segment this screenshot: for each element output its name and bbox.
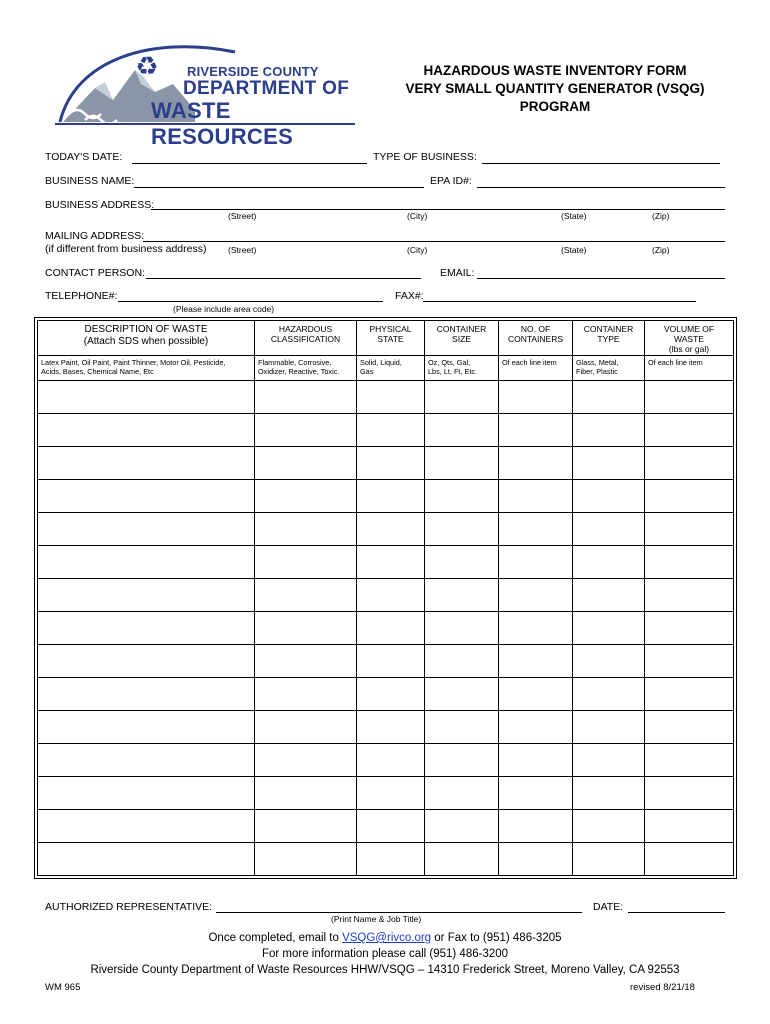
cell-no-of-containers[interactable] — [499, 612, 573, 645]
cell-container-type[interactable] — [573, 711, 645, 744]
header-container-type: CONTAINER TYPE — [573, 321, 645, 356]
cell-classification[interactable] — [255, 678, 357, 711]
cell-classification[interactable] — [255, 579, 357, 612]
hint-container-size: Oz, Qts, Gal, Lbs, Lt, Ft, Etc. — [425, 356, 499, 381]
cell-description[interactable] — [38, 645, 255, 678]
recycle-icon: ♻ — [135, 51, 159, 81]
zip-hint: (Zip) — [652, 211, 670, 221]
vsqg-email-link[interactable]: VSQG@rivco.org — [342, 932, 432, 944]
signature-date-field[interactable] — [628, 912, 725, 913]
cell-container-type[interactable] — [573, 447, 645, 480]
cell-description[interactable] — [38, 414, 255, 447]
cell-no-of-containers[interactable] — [499, 414, 573, 447]
hint-volume: Of each line item — [645, 356, 734, 381]
cell-volume[interactable] — [645, 546, 734, 579]
cell-no-of-containers[interactable] — [499, 579, 573, 612]
cell-classification[interactable] — [255, 381, 357, 414]
cell-classification[interactable] — [255, 843, 357, 876]
hint-container-type: Glass, Metal, Fiber, Plastic — [573, 356, 645, 381]
cell-volume[interactable] — [645, 480, 734, 513]
cell-no-of-containers[interactable] — [499, 744, 573, 777]
table-row — [38, 579, 734, 612]
cell-no-of-containers[interactable] — [499, 645, 573, 678]
cell-volume[interactable] — [645, 447, 734, 480]
state-hint: (State) — [561, 211, 587, 221]
cell-description[interactable] — [38, 546, 255, 579]
cell-container-size[interactable] — [425, 579, 499, 612]
fax-field[interactable] — [423, 301, 696, 302]
type-of-business-label: TYPE OF BUSINESS: — [373, 151, 477, 163]
cell-description[interactable] — [38, 711, 255, 744]
cell-container-size[interactable] — [425, 843, 499, 876]
cell-volume[interactable] — [645, 711, 734, 744]
epa-id-label: EPA ID#: — [430, 175, 472, 187]
city-hint: (City) — [407, 211, 428, 221]
cell-description[interactable] — [38, 612, 255, 645]
footer-line-3: Riverside County Department of Waste Resources HHW/VSQG – 14310 Frederick Street, Moreno Valley, CA 92553 — [90, 964, 680, 976]
cell-no-of-containers[interactable] — [499, 678, 573, 711]
print-name-hint: (Print Name & Job Title) — [331, 914, 422, 924]
cell-container-size[interactable] — [425, 480, 499, 513]
footer-line-1: Once completed, email to VSQG@rivco.org or Fax to (951) 486-3205 — [208, 932, 562, 944]
cell-container-size[interactable] — [425, 414, 499, 447]
table-row — [38, 678, 734, 711]
cell-physical-state[interactable] — [357, 381, 425, 414]
cell-physical-state[interactable] — [357, 843, 425, 876]
cell-no-of-containers[interactable] — [499, 381, 573, 414]
cell-classification[interactable] — [255, 777, 357, 810]
mailing-state-hint: (State) — [561, 245, 587, 255]
cell-physical-state[interactable] — [357, 546, 425, 579]
cell-volume[interactable] — [645, 645, 734, 678]
business-address-label: BUSINESS ADDRESS: — [45, 199, 155, 211]
header-volume-of-waste: VOLUME OF WASTE (lbs or gal) — [645, 321, 734, 356]
table-header-row — [38, 321, 734, 356]
cell-description[interactable] — [38, 447, 255, 480]
cell-volume[interactable] — [645, 777, 734, 810]
cell-description[interactable] — [38, 744, 255, 777]
table-row — [38, 843, 734, 876]
cell-volume[interactable] — [645, 381, 734, 414]
business-name-label: BUSINESS NAME: — [45, 175, 135, 187]
cell-classification[interactable] — [255, 513, 357, 546]
cell-container-type[interactable] — [573, 843, 645, 876]
cell-physical-state[interactable] — [357, 447, 425, 480]
cell-container-type[interactable] — [573, 513, 645, 546]
cell-no-of-containers[interactable] — [499, 810, 573, 843]
cell-no-of-containers[interactable] — [499, 843, 573, 876]
cell-physical-state[interactable] — [357, 513, 425, 546]
cell-volume[interactable] — [645, 513, 734, 546]
mailing-address-note: (if different from business address) — [45, 243, 207, 255]
mailing-address-label: MAILING ADDRESS: — [45, 230, 145, 242]
header-hazardous-classification: HAZARDOUS CLASSIFICATION — [255, 321, 357, 356]
table-row — [38, 447, 734, 480]
hint-description: Latex Paint, Oil Paint, Paint Thinner, Motor Oil, Pesticide, Acids, Bases, Chemical Name, Etc — [38, 356, 255, 381]
cell-classification[interactable] — [255, 546, 357, 579]
logo-line-1: RIVERSIDE COUNTY — [187, 64, 319, 79]
hint-no-of-containers: Of each line item — [499, 356, 573, 381]
cell-container-size[interactable] — [425, 612, 499, 645]
cell-container-type[interactable] — [573, 810, 645, 843]
table-row — [38, 513, 734, 546]
cell-description[interactable] — [38, 777, 255, 810]
cell-no-of-containers[interactable] — [499, 777, 573, 810]
cell-description[interactable] — [38, 381, 255, 414]
cell-container-type[interactable] — [573, 546, 645, 579]
table-row — [38, 711, 734, 744]
cell-physical-state[interactable] — [357, 810, 425, 843]
epa-id-field[interactable] — [477, 187, 725, 188]
department-logo — [55, 40, 370, 149]
cell-container-type[interactable] — [573, 678, 645, 711]
cell-physical-state[interactable] — [357, 777, 425, 810]
cell-no-of-containers[interactable] — [499, 711, 573, 744]
cell-physical-state[interactable] — [357, 678, 425, 711]
logo-line-2: DEPARTMENT OF — [183, 78, 350, 99]
cell-container-size[interactable] — [425, 447, 499, 480]
revised-date: revised 8/21/18 — [630, 982, 695, 993]
cell-volume[interactable] — [645, 843, 734, 876]
contact-person-field[interactable] — [146, 278, 421, 279]
cell-container-size[interactable] — [425, 711, 499, 744]
cell-container-type[interactable] — [573, 612, 645, 645]
table-hint-row — [38, 356, 734, 381]
cell-volume[interactable] — [645, 612, 734, 645]
cell-no-of-containers[interactable] — [499, 447, 573, 480]
cell-container-size[interactable] — [425, 513, 499, 546]
table-row — [38, 777, 734, 810]
cell-physical-state[interactable] — [357, 414, 425, 447]
cell-no-of-containers[interactable] — [499, 513, 573, 546]
header-physical-state: PHYSICAL STATE — [357, 321, 425, 356]
cell-physical-state[interactable] — [357, 612, 425, 645]
header-container-size: CONTAINER SIZE — [425, 321, 499, 356]
title-line-2: VERY SMALL QUANTITY GENERATOR (VSQG) — [405, 81, 705, 96]
mailing-city-hint: (City) — [407, 245, 428, 255]
cell-physical-state[interactable] — [357, 744, 425, 777]
header-no-of-containers: NO. OF CONTAINERS — [499, 321, 573, 356]
fax-label: FAX#: — [395, 290, 424, 302]
cell-description[interactable] — [38, 480, 255, 513]
cell-container-size[interactable] — [425, 645, 499, 678]
cell-classification[interactable] — [255, 480, 357, 513]
area-code-hint: (Please include area code) — [173, 304, 275, 314]
cell-container-type[interactable] — [573, 480, 645, 513]
type-of-business-field[interactable] — [482, 163, 720, 164]
mailing-address-field[interactable] — [143, 241, 725, 242]
cell-classification[interactable] — [255, 612, 357, 645]
table-row — [38, 612, 734, 645]
cell-container-size[interactable] — [425, 381, 499, 414]
cell-container-size[interactable] — [425, 777, 499, 810]
cell-physical-state[interactable] — [357, 711, 425, 744]
cell-classification[interactable] — [255, 744, 357, 777]
mailing-street-hint: (Street) — [228, 245, 257, 255]
mailing-zip-hint: (Zip) — [652, 245, 670, 255]
footer-line-2: For more information please call (951) 486-3200 — [261, 948, 509, 960]
form-id: WM 965 — [45, 982, 81, 993]
table-row — [38, 546, 734, 579]
cell-classification[interactable] — [255, 711, 357, 744]
cell-no-of-containers[interactable] — [499, 546, 573, 579]
cell-container-type[interactable] — [573, 744, 645, 777]
hint-physical-state: Solid, Liquid, Gas — [357, 356, 425, 381]
table-row — [38, 480, 734, 513]
cell-classification[interactable] — [255, 414, 357, 447]
form-title — [380, 62, 730, 116]
cell-container-type[interactable] — [573, 414, 645, 447]
cell-volume[interactable] — [645, 414, 734, 447]
cell-physical-state[interactable] — [357, 645, 425, 678]
authorized-rep-label: AUTHORIZED REPRESENTATIVE: — [45, 901, 213, 913]
email-label: EMAIL: — [440, 267, 475, 279]
cell-description[interactable] — [38, 678, 255, 711]
inventory-table — [37, 320, 734, 876]
cell-container-size[interactable] — [425, 744, 499, 777]
cell-container-type[interactable] — [573, 777, 645, 810]
hint-classification: Flammable, Corrosive, Oxidizer, Reactive, Toxic. — [255, 356, 357, 381]
street-hint: (Street) — [228, 211, 257, 221]
cell-container-type[interactable] — [573, 381, 645, 414]
table-row — [38, 645, 734, 678]
cell-container-type[interactable] — [573, 579, 645, 612]
table-row — [38, 414, 734, 447]
cell-classification[interactable] — [255, 645, 357, 678]
cell-description[interactable] — [38, 579, 255, 612]
logo-line-3: WASTE RESOURCES — [151, 98, 294, 149]
email-field[interactable] — [477, 278, 725, 279]
business-address-field[interactable] — [151, 209, 725, 210]
telephone-label: TELEPHONE#: — [45, 290, 118, 302]
table-row — [38, 744, 734, 777]
todays-date-field[interactable] — [132, 163, 367, 164]
footer — [0, 930, 770, 978]
authorized-rep-field[interactable] — [216, 912, 582, 913]
cell-container-size[interactable] — [425, 546, 499, 579]
cell-description[interactable] — [38, 810, 255, 843]
business-name-field[interactable] — [134, 187, 424, 188]
todays-date-label: TODAY'S DATE: — [45, 151, 123, 163]
title-line-3: PROGRAM — [519, 99, 591, 114]
cell-classification[interactable] — [255, 447, 357, 480]
table-row — [38, 381, 734, 414]
cell-container-size[interactable] — [425, 810, 499, 843]
cell-volume[interactable] — [645, 744, 734, 777]
cell-container-size[interactable] — [425, 678, 499, 711]
cell-physical-state[interactable] — [357, 480, 425, 513]
title-line-1: HAZARDOUS WASTE INVENTORY FORM — [423, 63, 687, 78]
cell-container-type[interactable] — [573, 645, 645, 678]
cell-volume[interactable] — [645, 579, 734, 612]
cell-no-of-containers[interactable] — [499, 480, 573, 513]
cell-physical-state[interactable] — [357, 579, 425, 612]
cell-classification[interactable] — [255, 810, 357, 843]
table-row — [38, 810, 734, 843]
cell-description[interactable] — [38, 513, 255, 546]
cell-volume[interactable] — [645, 810, 734, 843]
header-description: DESCRIPTION OF WASTE (Attach SDS when possible) — [38, 321, 255, 356]
telephone-field[interactable] — [118, 301, 383, 302]
cell-description[interactable] — [38, 843, 255, 876]
cell-volume[interactable] — [645, 678, 734, 711]
signature-date-label: DATE: — [593, 901, 624, 913]
contact-person-label: CONTACT PERSON: — [45, 267, 145, 279]
